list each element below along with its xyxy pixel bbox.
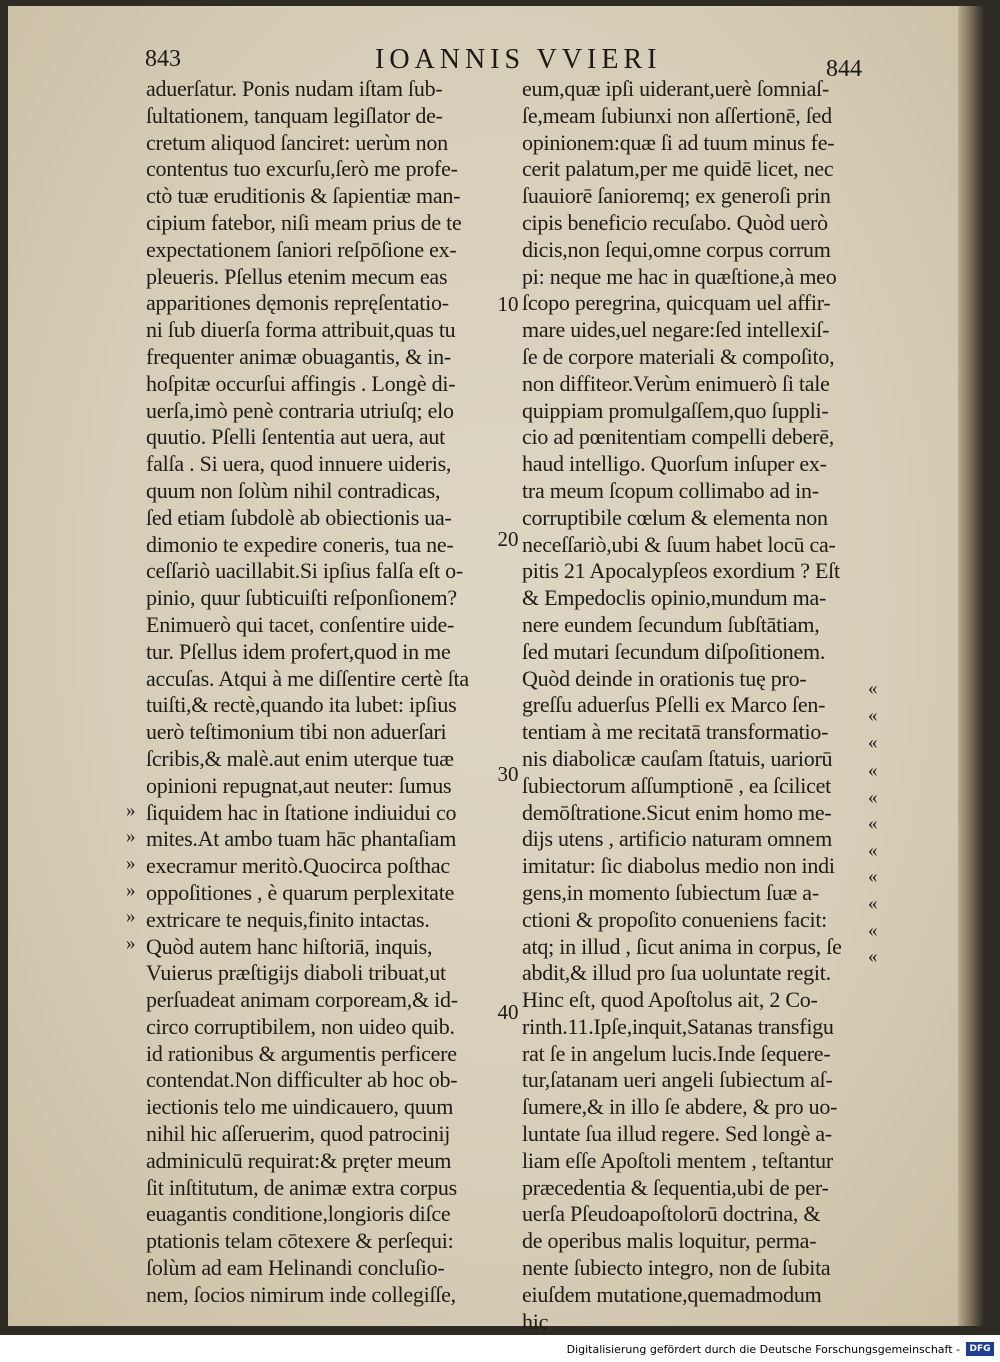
right-column-line: gens,in momento ſubiectum ſuæ a- [522,879,819,905]
left-column-line: cretum aliquod ſanciret: uerùm non [146,129,448,155]
right-column-line: ſubiectorum aſſumptionē , ea ſcilicet [522,772,832,798]
right-column-line: cerit palatum,per me quidē licet, nec [522,156,834,182]
right-column-line: rat ſe in angelum lucis.Inde ſequere- [522,1040,831,1066]
right-quote-mark: « [868,866,878,887]
right-column-line: opinionem:quæ ſi ad tuum minus fe- [522,129,835,155]
right-column-line: de operibus malis loquitur, perma- [522,1228,817,1254]
right-column-line: eiuſdem mutatione,quemadmodum [522,1281,822,1307]
right-column-line: cio ad pœnitentiam compelli deberē, [522,424,834,450]
left-column-line: tuiſti,& rectè,quando ita lubet: ipſius [146,692,457,718]
left-column-line: cipium fatebor, niſi meam prius de te [146,209,462,235]
left-quote-mark: » [126,853,136,874]
left-column-line: accuſas. Atqui à me diſſentire certè ſta [146,665,469,691]
left-column-line: nihil hic aſſeruerim, quod patrocinij [146,1121,451,1147]
right-column-line: & Empedoclis opinio,mundum ma- [522,585,827,611]
right-column-line: imitatur: ſic diabolus medio non indi [522,853,835,879]
right-quote-mark: « [868,760,878,781]
right-column-line: neceſſariò,ubi & ſuum habet locū ca- [522,531,836,557]
left-column-line: Enimuerò qui tacet, conſentire uide- [146,611,455,637]
right-quote-mark: « [868,787,878,808]
right-column-line: nis diabolicæ cauſam ſtatuis, uariorū [522,745,833,771]
right-column-line: pi: neque me hac in quæſtione,à meo [522,263,837,289]
right-column-line: dicis,non ſequi,omne corpus corrum [522,236,831,262]
right-column-line: demōſtratione.Sicut enim homo me- [522,799,832,825]
right-quote-mark: « [868,946,878,967]
right-column-line: præcedentia & ſequentia,ubi de per- [522,1174,829,1200]
footer-bar [0,1335,1000,1362]
left-column-line: contendat.Non difficulter ab hoc ob- [146,1067,458,1093]
left-column-line: ſcribis,& malè.aut enim uterque tuæ [146,745,454,771]
right-column-line: liam eſſe Apoſtoli mentem , teſtantur [522,1147,833,1173]
left-column-line: pleueris. Pſellus etenim mecum eas [146,263,448,289]
line-number-40: 40 [497,1000,519,1024]
right-quote-mark: « [868,732,878,753]
right-column-line: nente ſubiecto integro, non de ſubita [522,1255,831,1281]
left-column-line: circo corruptibilem, non uideo quib. [146,1013,455,1039]
right-column-line: luntate ſua illud regere. Sed longè a- [522,1121,832,1147]
left-quote-mark: » [126,880,136,901]
left-column-line: uerſa,imò penè contraria utriuſq; elo [146,397,454,423]
line-number-10: 10 [497,292,519,316]
footer-funding-note: Digitalisierung gefördert durch die Deutsche Forschungsgemeinschaft - [566,1343,960,1356]
left-column-line: ptationis telam cōtexere & perſequi: [146,1228,454,1254]
right-column-line: tur,ſatanam ueri angeli ſubiectum aſ- [522,1067,833,1093]
left-column-line: euagantis conditione,longioris diſce [146,1201,451,1227]
right-column-line: abdit,& illud pro ſua uoluntate regit. [522,960,831,986]
left-column-line: ſed etiam ſubdolè ab obiectionis ua- [146,504,452,530]
left-column-line: ceſſariò uacillabit.Si ipſius falſa eſt o- [146,558,463,584]
left-column-line: perſuadeat animam corpoream,& id- [146,987,458,1013]
right-quote-mark: « [868,840,878,861]
left-column-line: opinioni repugnat,aut neuter: ſumus [146,772,452,798]
left-column-line: extricare te nequis,finito intactas. [146,906,430,932]
right-column-line: dijs utens , artificio naturam omnem [522,826,832,852]
right-column-line: pitis 21 Apocalypſeos exordium ? Eſt [522,558,840,584]
left-column-line: iectionis telo me uindicauero, quum [146,1094,454,1120]
right-column-line: Quòd deinde in orationis tuę pro- [522,665,807,691]
page-number-left: 843 [145,46,181,72]
dfg-logo: DFG [966,1342,994,1356]
right-column-line: nere eundem ſecundum ſubſtātiam, [522,611,820,637]
right-quote-mark: « [868,920,878,941]
right-column-line: ſe de corpore materiali & compoſito, [522,343,835,369]
left-column-line: Quòd autem hanc hiſtoriā, inquis, [146,933,433,959]
left-column-line: Vuierus præſtigijs diaboli tribuat,ut [146,960,446,986]
left-column-line: contentus tuo excurſu,ſerò me profe- [146,156,458,182]
left-column-line: id rationibus & argumentis perficere [146,1040,457,1066]
right-column-line: cipis beneficio recuſabo. Quòd uerò [522,209,828,235]
right-column-line: corruptibile cœlum & elementa non [522,504,828,530]
left-column-line: mites.At ambo tuam hāc phantaſiam [146,826,457,852]
right-column-line: hic [522,1308,549,1334]
left-column-line: uerò teſtimonium tibi non aduerſari [146,719,447,745]
right-column-line: uerſa Pſeudoapoſtolorū doctrina, & [522,1201,821,1227]
right-column-line: haud intelligo. Quorſum inſuper ex- [522,451,827,477]
left-quote-mark: » [126,826,136,847]
running-head: IOANNIS VVIERI [375,44,662,75]
left-column-line: quum non ſolùm nihil contradicas, [146,477,441,503]
page-number-right: 844 [826,56,862,82]
left-column-line: expectationem ſaniori reſpōſione ex- [146,236,457,262]
left-column-line: dimonio te expedire coneris, tua ne- [146,531,454,557]
left-quote-mark: » [126,800,136,821]
left-column-line: ſolùm ad eam Helinandi concluſio- [146,1255,445,1281]
line-number-30: 30 [497,762,519,786]
left-column-line: quutio. Pſelli ſententia aut uera, aut [146,424,446,450]
right-column-line: ctioni & propoſito conueniens facit: [522,906,828,932]
left-column-line: ni ſub diuerſa forma attribuit,quas tu [146,317,456,343]
left-column-line: aduerſatur. Ponis nudam iſtam ſub- [146,76,443,101]
book-spine-shadow [958,6,984,1326]
left-column-line: adminiculū requirat:& pręter meum [146,1147,452,1173]
right-column-line: Hinc eſt, quod Apoſtolus ait, 2 Co- [522,987,818,1013]
left-column-line: hoſpitæ occurſui affingis . Longè di- [146,370,456,396]
left-column-line: tur. Pſellus idem profert,quod in me [146,638,451,664]
right-column-line: atq; in illud , ſicut anima in corpus, ſe [522,933,842,959]
right-quote-mark: « [868,678,878,699]
right-column-line: ſcopo peregrina, quicquam uel affir- [522,290,831,316]
right-quote-mark: « [868,893,878,914]
right-column-line: greſſu aduerſus Pſelli ex Marco ſen- [522,692,826,718]
left-column-line: falſa . Si uera, quod innuere uideris, [146,451,452,477]
left-column-line: frequenter animæ obuagantis, & in- [146,343,451,369]
right-quote-mark: « [868,813,878,834]
left-column-line: ſultationem, tanquam legiſlator de- [146,102,443,128]
line-number-20: 20 [497,527,519,551]
right-column-line: mare uides,uel negare:ſed intellexiſ- [522,317,830,343]
left-column-line: ſiquidem hac in ſtatione indiuidui co [146,799,457,825]
right-text-column [522,76,867,1335]
left-column-line: ctò tuæ eruditionis & ſapientiæ man- [146,183,461,209]
right-column-line: tentiam à me recitatā transformatio- [522,719,829,745]
right-column-line: ſe,meam ſubiunxi non aſſertionē, ſed [522,102,832,128]
right-column-line: ſuauiorē ſanioremq; ex generoſi prin [522,183,831,209]
left-column-line: execramur meritò.Quocirca poſthac [146,853,450,879]
left-column-line: oppoſitiones , è quarum perplexitate [146,879,455,905]
right-column-line: tra meum ſcopum collimabo ad in- [522,477,819,503]
right-column-line: rinth.11.Ipſe,inquit,Satanas transfigu [522,1013,834,1039]
left-quote-mark: » [126,933,136,954]
right-column-line: eum,quæ ipſi uiderant,uerè ſomniaſ- [522,76,830,101]
left-column-line: nem, ſocios nimirum inde collegiſſe, [146,1281,456,1307]
left-quote-mark: » [126,906,136,927]
right-quote-mark: « [868,705,878,726]
right-column-line: ſed mutari ſecundum diſpoſitionem. [522,638,826,664]
right-column-line: ſumere,& in illo ſe abdere, & pro uo- [522,1094,838,1120]
left-column-line: ſit inſtitutum, de animæ extra corpus [146,1174,457,1200]
left-text-column [146,76,496,1309]
left-column-line: apparitiones dęmonis repręſentatio- [146,290,449,316]
right-column-line: quippiam promulgaſſem,quo ſuppli- [522,397,829,423]
right-column-line: non diffiteor.Verùm enimuerò ſi tale [522,370,830,396]
left-column-line: pinio, quur ſubticuiſti reſponſionem? [146,585,457,611]
